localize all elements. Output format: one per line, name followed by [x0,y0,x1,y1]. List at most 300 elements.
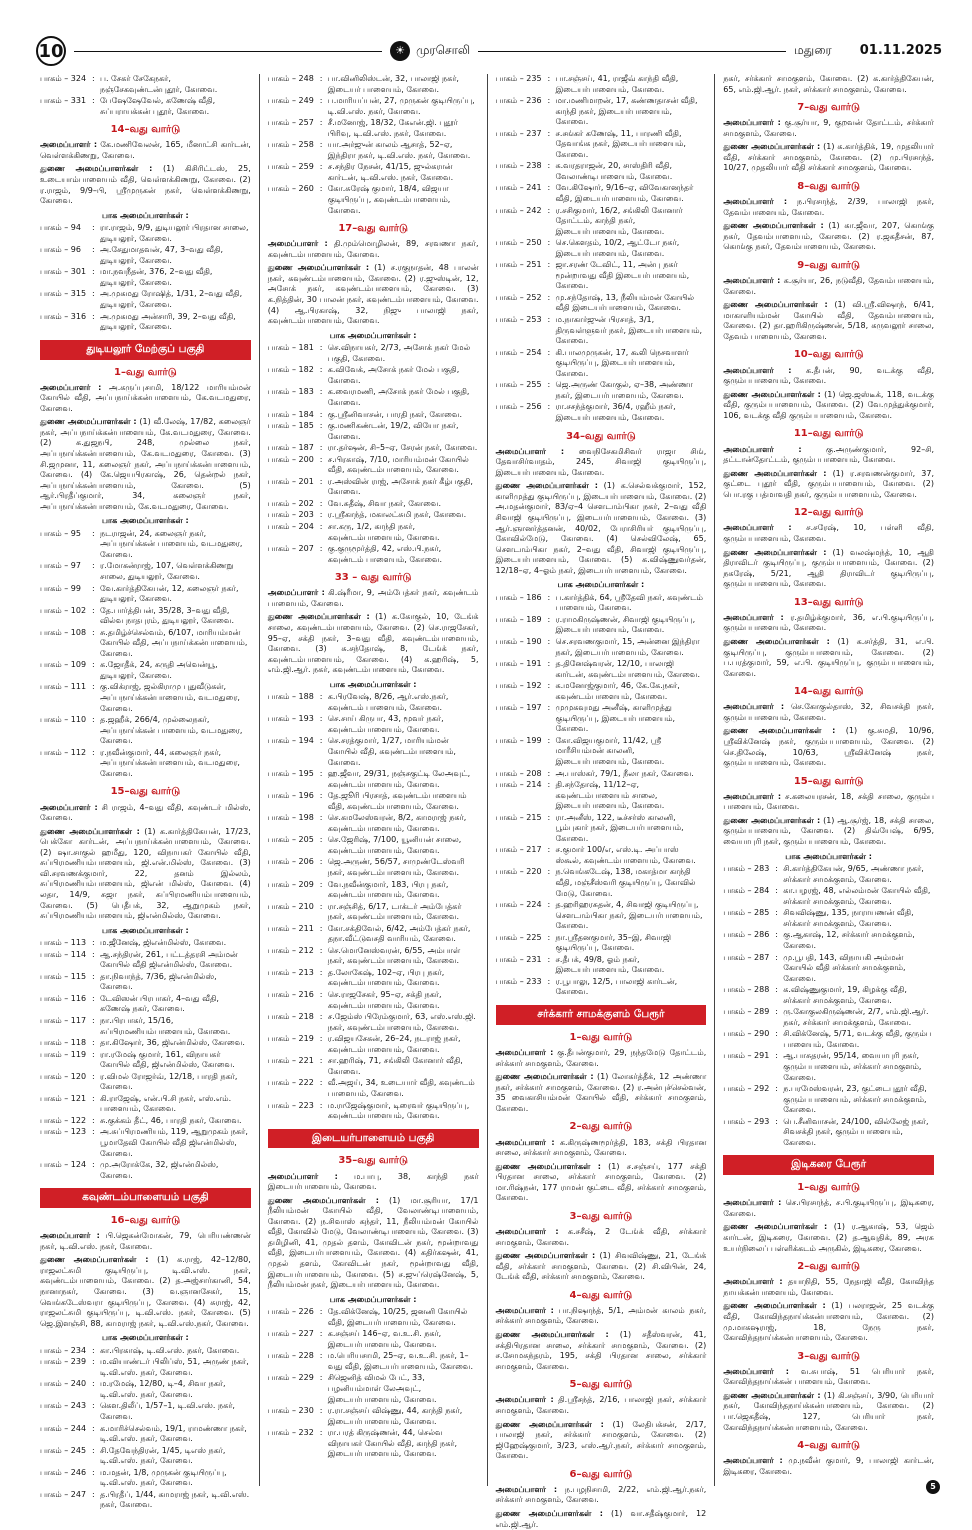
entry-text: மு.நவீன் குமார், 9, பாலாஜி கார்டன், இடிகரை, கோவை. [723,1456,934,1476]
row-separator: : [319,162,323,172]
booth-label: பாகம் – 215 [495,812,542,822]
booth-text: ந.வெங்கடேஷ், 138, மகாத்மா காந்தி வீதி, மஞ்சீஸ்வரி குடியிருப்பு, கோவில் மேடு, கோவை. [555,867,696,898]
booth-row [268,835,479,856]
row-separator: : [547,636,551,646]
booth-row [40,938,251,949]
booth-label: பாகம் – 315 [40,289,87,299]
entry-text: (1) லேதிபக்சன், 2/17, பாலாஜி நகர், சர்க்கார் சாமகுளம், கோவை. (2) ஜிஹேஷ்குமார், 3/23, எஸ்.ஆர்.நகர், சர்க்கார் சாமகுளம், கோவை. [495,1419,707,1461]
row-separator: : [547,238,551,248]
row-separator: : [547,614,551,624]
row-separator: : [92,1445,95,1455]
article-columns [36,74,942,1529]
booth-row [268,1101,479,1122]
row-separator: : [547,932,551,942]
row-separator: : [319,967,323,977]
masthead-rule [478,51,786,52]
booth-row [496,780,707,812]
ward-heading: 6–வது வார்டு [569,1468,633,1480]
booth-text: ரா.சஞ்சித், 6/17, டாக்டர் அம்பேத்கர் நகர், கவுண்டம்பாளையம், கோவை. [327,901,462,922]
booth-label: பாகம் – 253 [495,315,542,325]
entry-text: (1) சிவவிஷ்ணு, 21, டேங்க் வீதி, சர்க்கார் சாமகுளம், கோவை. (2) சி.விபின், 24, டேங்க் வீதி, சர்க்கார் சாமகுளம், கோவை. [495,1251,707,1282]
booth-text: வே.கிஷோர், 9/16–ஏ, விவேகானந்தர் வீதி, இடையர்பாளையம், கோவை. [555,183,694,204]
row-separator: : [319,365,323,375]
booth-label: பாகம் – 114 [40,949,87,959]
row-separator: : [319,118,323,128]
entry-paragraph [496,1251,707,1283]
booth-text: த.ஹரிஹரசுதன், 4, சிவாஜி குடியிருப்பு, சௌடாம்பிகா நகர், இடையர்பாளையம், கோவை. [555,900,703,931]
row-separator: : [547,812,551,822]
entry-paragraph [496,1162,707,1204]
booth-label: பாகம் – 211 [267,923,314,933]
booth-row [496,615,707,636]
booth-row [496,955,707,976]
entry-paragraph [723,792,934,813]
entry-text: (1) க.கார்த்திக், 19, முதலியார் வீதி, சர்க்கார் சாமகுளம், கோவை. (2) மு.பிரசாந்த், 10/27, முதலியார் வீதி சர்க்கார் சாமகுளம், கோவை. [723,142,934,173]
entry-paragraph [268,263,479,326]
row-separator: : [319,990,323,1000]
row-separator: : [547,592,551,602]
entry-text: க.சசீஷ், 2 டேங்க் வீதி, சர்க்கார் சாமகுளம், கோவை. [495,1227,707,1247]
booth-text: ர.விஜயசேகன், 26–24, நடராஜ் நகர், கவுண்டம்பாளையம், கோவை. [327,1034,461,1054]
entry-paragraph [723,1456,934,1477]
booth-row [268,769,479,790]
entry-paragraph [723,613,934,634]
ward-heading: 2–வது வார்டு [569,1121,633,1133]
ward-heading: 2–வது வார்டு [797,1261,860,1273]
entry-paragraph [40,827,251,922]
row-separator: : [319,521,323,531]
booth-text: தி.சந்தோஷ், 11/12–ஏ, கவுண்டம்பாளையம் சாலை, இடையர்பாளையம், கோவை. [555,780,665,811]
row-separator: : [547,183,551,193]
booth-label: பாகம் – 199 [495,735,542,745]
booth-label: பாகம் – 316 [40,311,87,321]
booth-label: பாகம் – 241 [495,183,542,193]
sub-heading: பாக அமைப்பாளர்கள் : [102,516,189,526]
row-separator: : [319,1351,323,1361]
ward-heading: 3–வது வார்டு [569,1210,633,1222]
booth-text: அ.சுப்பிரமணியம், 119, ஆறுமுகம் நகர், பூமாதேவி கோயில் வீதி ஜிஎன்மில்ஸ், கோவை. [100,1127,248,1158]
booth-text: பா.வினிலிஸ்டன், 32, பாலாஜி நகர், இடையர் பாளையம், கோவை. [327,74,459,94]
entry-paragraph [496,1330,707,1372]
entry-text: (1) ச.ரகுநாதன், 48 பாலன் நகர், கவுண்டம்பாளையம், கோவை. (2) ர.ஜுஸ்டின், 12, அசோக் நகர், கவுண்டம்பாளையம், கோவை. (3) க.நித்தின், 30 பாலன் நகர், கவுண்டம்பாளையம், கோவை. (4) ஆ.பிரகாஷ், 32, நிஜு பாலாஜி நகர், கவுண்டம்பாளையம், கோவை. [267,263,479,326]
row-separator: : [92,1160,95,1170]
booth-row [496,348,707,380]
booth-row [268,1034,479,1055]
entry-text: தி.மும்மொழிலன், 89, சரவணா நகர், கவுண்டம்பாளையம், கோவை. [267,239,479,259]
row-separator: : [319,736,323,746]
booth-row [268,162,479,183]
booth-label: பாகம் – 123 [40,1127,87,1137]
booth-row [40,606,251,627]
row-separator: : [92,993,95,1003]
row-separator: : [319,421,323,431]
entry-text: செ.பிரசாந்த், ச.பி.குடியிருப்பு, இடிகரை, கோவை. [723,1198,934,1218]
booth-label: பாகம் – 184 [267,409,314,419]
row-separator: : [547,402,551,412]
row-separator: : [775,908,778,918]
entry-paragraph [723,816,934,848]
row-separator: : [547,347,551,357]
booth-label: பாகம் – 285 [723,908,770,918]
booth-text: வே.சுதீஷ், சிவா நகர், கோவை. [327,498,442,508]
row-separator: : [547,867,551,877]
booth-row [496,206,707,238]
booth-row [268,791,479,812]
booth-label: பாகம் – 120 [40,1071,87,1081]
row-separator: : [319,879,323,889]
entry-text: வ.சுபாஷ், 51 பெரியார் நகர், கோவிந்தநாய்க்கன் பாளையம், கோவை. [723,1366,935,1387]
row-separator: : [547,205,551,215]
booth-row [268,1056,479,1077]
booth-label: பாகம் – 246 [40,1467,87,1477]
booth-text: சிவவிஷ்ணு, 135, நாராயணன் வீதி, சர்க்கார் சாமக்குளம், கோவை. [783,908,914,928]
entry-text: பா.நிஷாந்த், 5/1, அம்மன் காலம் நகர், சர்க்கார் சாமகுளம், கோவை. [495,1305,707,1326]
sub-heading: பாக அமைப்பாளர்கள் : [329,330,417,340]
entry-paragraph [723,118,934,139]
row-separator: : [92,1049,95,1059]
booth-label: பாகம் – 221 [267,1056,314,1066]
entry-text: (1) ர.ஆகாஷ், 53, ஜெம் கார்டன், இடிகரை, கோவை. (2) த.ஆவுதிக், 89, அரசு உயர்நிலைப் பள்ளிக்கடம் அருகில், இடிகரை, கோவை. [723,1222,934,1253]
row-separator: : [92,682,95,692]
row-separator: : [319,923,323,933]
booth-text: சா.ஹரிஷ், 71, சங்கிலி கோனார் வீதி, கோவை. [327,1056,463,1076]
role-label: துணை அமைப்பாளர்கள் : [495,1508,603,1518]
booth-text: க.வைரமணி, அசோக் நகர் மேல் பகுதி, கோவை. [327,387,470,407]
booth-label: பாகம் – 202 [267,498,314,508]
booth-label: பாகம் – 208 [495,768,542,778]
entry-paragraph [40,140,251,161]
booth-label: பாகம் – 244 [40,1423,87,1433]
booth-label: பாகம் – 181 [267,343,314,353]
booth-row [40,1016,251,1037]
row-separator: : [319,692,323,702]
role-label: அமைப்பாளர் : [723,118,781,128]
booth-label: பாகம் – 291 [723,1051,770,1061]
booth-text: தே.விக்னேஷ், 10/25, ஜனனி கோயில் வீதி, இடையர்பாளையம், கோவை. [327,1307,468,1327]
ward-heading: 14–வது வார்டு [110,124,181,136]
booth-text: மு.சந்தோஷ், 13, நீலியம்மன் கோயில் வீதி இடையர்பாளையம், கோவை. [555,292,694,313]
role-label: துணை அமைப்பாளர்கள் : [495,1330,609,1340]
booth-row [723,985,934,1006]
row-separator: : [92,223,95,233]
booth-text: யா.அர்ஜுன் காலம் ஆசாத், 52–ஏ, இந்திரா நகர், டி.வி.எஸ். நகர், கோவை. [327,140,471,160]
ward-heading: 1–வது வார்டு [114,366,177,378]
booth-row [723,864,934,885]
booth-text: ஜா.சரண் டேவிட், 11, அன்பு நகர் மூன்றாவது வீதி இடையர்பாளையம், கோவை. [555,260,690,291]
booth-text: ர.ரா.சஞ்சய் விஷ்ணு, 44, காந்தி நகர், இடையர்பாளையம், கோவை. [327,1406,463,1426]
booth-row [268,499,479,510]
booth-row [723,908,934,929]
row-separator: : [92,660,95,670]
entry-text: ந.பிரசாந்த், 2/39, பாலாஜி நகர், தேவம்பாளையம், கோவை. [723,197,934,217]
booth-label: பாகம் – 219 [267,1034,314,1044]
role-label: அமைப்பாளர் : [40,140,98,150]
row-separator: : [547,735,551,745]
entry-text: தயாநிதி, 55, நேதாஜி வீதி, கோவிந்த நாயக்கன்பாளையம், கோவை. [723,1277,934,1297]
masthead-rule [74,51,382,52]
booth-label: பாகம் – 229 [267,1373,314,1383]
brand [390,41,470,61]
role-label: அமைப்பாளர் : [495,1048,554,1058]
booth-row [496,161,707,182]
edition-date: 01.11.2025 [859,43,942,59]
booth-text: செ.ஜேரிஷ், 7/100, யூனியன் சாலை, கவுண்டம்பாளையம், கோவை. [327,835,462,855]
role-label: துணை அமைப்பாளர்கள் : [723,389,821,399]
entry-text: வைநிசேகமிசிவர் ராஜா சிங், தேவாசிர்வாதம், 245, சிவாஜி குடியிருப்பு, இடையர்பாளையம், கோவை. [495,446,707,477]
booth-text: தா.கிஷோர், 36, ஜிஎன்மில்ஸ், கோவை. [100,1038,245,1048]
entry-text: செ.கோகுல்தாஸ், 32, சிவசக்தி நகர், குரும்பபாளையம், கோவை. [723,702,934,722]
entry-text: (1) ர.சரவணன்குமார், 37, குட்டை புதூர் வீதி, குரும்பபாளையம், கோவை. (2) பொ.ரகு பத்மாவதி நகர், குரும்பபாளையம், கோவை. [723,468,934,499]
entry-text: கு.தீபன்குமார், 29, நந்தமேடு தோட்டம், சர்க்கார் சாமகுளம், கோவை. [495,1048,707,1068]
booth-label: பாகம் – 252 [495,292,542,302]
row-separator: : [547,976,551,986]
booth-label: பாகம் – 102 [40,605,87,615]
ward-heading: 10–வது வார்டு [793,349,864,361]
booth-text: ரா.தர்ஷன், சி–5–ஏ, சேரன் நகர், கோவை. [327,443,478,453]
booth-label: பாகம் – 118 [40,1038,87,1048]
booth-label: பாகம் – 236 [495,96,542,106]
booth-text: ரா.அனீஸ், 122, டீச்சர்ஸ் காலனி, பூம்புகார் நகர், இடையர்பாளையம், கோவை. [555,812,684,843]
role-label: துணை அமைப்பாளர்கள் : [40,1255,149,1265]
booth-label: பாகம் – 112 [40,747,87,757]
row-separator: : [547,96,551,106]
booth-text: மா.மணிமாறன், 17, கண்ணதாசன் வீதி, காந்தி நகர், இடையர்பாளையம், கோவை. [555,96,698,127]
booth-label: பாகம் – 257 [267,118,314,128]
column-2 [260,74,488,1486]
entry-paragraph [268,612,479,675]
booth-row [268,118,479,139]
booth-row [496,593,707,614]
booth-text: அ.முகமது அன்சாரி, 39, 2–வது வீதி, துடியலூர், கோவை. [100,311,236,332]
row-separator: : [319,409,323,419]
booth-label: பாகம் – 247 [40,1489,87,1499]
row-separator: : [319,857,323,867]
booth-row [40,1468,251,1489]
booth-text: ம.பெரியசாமி, 25–ஏ, வ.உ.சி. நகர், 1–வது வீதி, இடையர்பாளையம், கோவை. [327,1351,473,1371]
booth-text: கு.குருமூர்த்தி, 42, எஸ்.பி.நகர், கவுண்டம் பாளையம், கோவை. [327,544,443,564]
role-label: அமைப்பாளர் : [40,382,102,392]
role-label: அமைப்பாளர் : [723,1456,783,1466]
entry-text: கி.ஷ்ரீமா, 9, அம்பேத்கர் நகர், கவுண்டம் பாளையம், கோவை. [267,588,479,608]
booth-text: த.லோகேஷ், 102–ஏ, பிரபு நகர், கவுண்டம்பாளையம், கோவை. [327,967,445,988]
role-label: அமைப்பாளர் : [723,444,802,454]
booth-label: பாகம் – 222 [267,1078,314,1088]
role-label: துணை அமைப்பாளர்கள் : [723,815,821,825]
entry-text: நகர், சர்க்கார் சாமகுளம், கோவை. (2) க.கார்த்திகேயன், 65, எம்.ஜி.ஆர். நகர், சர்க்கார் சாமகுளம், கோவை. [723,74,934,94]
role-label: அமைப்பாளர் : [723,612,784,622]
booth-text: ர.அஸ்வின் ராஜ், அசோக் நகர் கீழ்பகுதி, கோவை. [327,476,473,497]
booth-row [268,1373,479,1405]
row-separator: : [92,949,95,959]
section-banner: இடிகரை பேரூர் [723,1155,934,1175]
booth-text: கு.விக்ராஜ், ஜல்கிராமு புதுவீடுகள், அப்பநாய்க்கன்பாளையம், வடமதுரை, கோவை. [100,682,240,713]
role-label: அமைப்பாளர் : [495,1305,554,1315]
row-separator: : [92,1401,95,1411]
booth-text: க.மனோஜ்குமார், 46, கே.கே.நகர், கவுண்டம்பாளையம், கோவை. [555,681,680,701]
booth-label: பாகம் – 203 [267,510,314,520]
booth-text: ரா.சசந்த்குமார், 36/4, ரஹீம் நகர், இடையர்பாளையம், கோவை. [555,402,676,422]
booth-row [268,477,479,498]
row-separator: : [319,1056,323,1066]
booth-text: க.விவேக், அசோக் நகர் மேல் பகுதி, கோவை. [327,365,460,385]
booth-text: தா.நிவாந்த், 7/36, ஜிஎன்மில்ஸ், கோவை. [100,971,217,992]
ward-heading: 15–வது வார்டு [110,786,181,798]
booth-row [40,1072,251,1093]
edition-city: மதுரை [794,43,832,58]
entry-paragraph [496,1395,707,1416]
row-separator: : [92,267,95,277]
entry-text: ச.சரேஷ், 10, பள்ளி வீதி, குரும்பபாளையம், கோவை. [723,523,934,543]
row-separator: : [92,1015,95,1025]
booth-row [496,129,707,161]
booth-row [496,659,707,680]
booth-row [723,1051,934,1083]
booth-label: பாகம் – 258 [267,140,314,150]
booth-label: பாகம் – 110 [40,715,87,725]
entry-text: க.கிருஷ்ணமூர்த்தி, 183, சக்தி பிரதான சாலை, சர்க்கார் சாமகுளம், கோவை. [495,1137,707,1158]
booth-text: கா.பழரஜ், 48, எல்லம்மன் கோயில் வீதி, சர்க்கார் சாமக்குளம், கோவை. [783,886,931,906]
row-separator: : [92,289,95,299]
booth-row [268,443,479,454]
booth-row [40,1127,251,1159]
booth-row [268,365,479,386]
booth-label: பாகம் – 254 [495,347,542,357]
booth-label: பாகம் – 182 [267,365,314,375]
column-4 [715,74,942,1486]
ward-heading: 15–வது வார்டு [793,775,864,787]
row-separator: : [92,583,95,593]
ward-heading: 14–வது வார்டு [793,686,864,698]
row-separator: : [92,1038,95,1048]
booth-row [40,1038,251,1049]
booth-label: பாகம் – 193 [267,714,314,724]
booth-row [268,410,479,421]
booth-text: ப. சேகர் சேகேநகர், நஞ்சேகவுண்டன்புதூர், கோவை. [100,74,218,94]
row-separator: : [775,886,778,896]
booth-row [268,692,479,713]
booth-label: பாகம் – 232 [267,1428,314,1438]
booth-row [268,522,479,543]
booth-text: ர.சசிகுமார், 16/2, சங்கிலி கோனார் தோட்டம், காந்தி நகர், இடையர்பாளையம், கோவை. [555,205,683,236]
row-separator: : [775,864,778,874]
booth-row [268,990,479,1011]
ward-heading: 11–வது வார்டு [793,428,864,440]
booth-row [40,950,251,971]
booth-label: பாகம் – 284 [723,886,770,896]
row-separator: : [92,747,95,757]
booth-row [40,1116,251,1127]
booth-text: கு.மணிகண்டன், 19/2, வியோ நகர், கோவை. [327,421,459,441]
booth-label: பாகம் – 223 [267,1100,314,1110]
booth-text: ந.பரமேஸ்வரன், 23, குட்டைபுதூர் வீதி, குரும்பபாளையம், சர்க்கார் சாமக்குளம், கோவை. [783,1084,927,1115]
booth-text: கி.பாலமுருகன், 17, கூலி நெசவாளர் குடியிருப்பு, இடையர்பாளையம், கோவை. [555,347,689,378]
booth-label: பாகம் – 331 [40,96,87,106]
ward-heading: 3–வது வார்டு [797,1350,860,1362]
booth-row [723,953,934,985]
entry-paragraph [723,197,934,218]
row-separator: : [775,1116,778,1126]
ward-heading: 12–வது வார்டு [793,507,864,519]
booth-label: பாகம் – 111 [40,682,87,692]
booth-text: சி.விக்னேஷ், 5/71, வடக்கு வீதி, குரும்ப பாளையம், கோவை. [783,1029,932,1049]
booth-row [496,183,707,204]
booth-row [268,1329,479,1350]
booth-row [268,387,479,408]
booth-row [496,867,707,899]
booth-row [268,880,479,901]
entry-text: க.சூர்யா, 26, நடுவீதி, தேவம்பாளையம், கோவை. [723,276,935,296]
booth-label: பாகம் – 186 [495,592,542,602]
row-separator: : [319,901,323,911]
ward-heading: 4–வது வார்டு [569,1289,633,1301]
role-label: துணை அமைப்பாளர்கள் : [40,826,140,836]
row-separator: : [92,715,95,725]
row-separator: : [319,1428,323,1438]
entry-text: பி.ஜெகன்மோகன், 79, பெரியண்ணன் நகர், டி.வி.எஸ். நகர், கோவை. [40,1231,251,1251]
booth-text: நா.பிரபாகர், 15/16, சுப்பிரமணியம்பாளையம், கோவை. [100,1015,231,1036]
ward-heading: 17–வது வார்டு [338,223,408,235]
booth-label: பாகம் – 227 [267,1329,314,1339]
role-label: துணை அமைப்பாளர்கள் : [40,164,153,174]
booth-label: பாகம் – 237 [495,128,542,138]
entry-text: (1) மா.சூரியா, 17/1 நீலியம்மன் கோயில் வீதி, வேலாண்டிபாளையம், கோவை. (2) ந.சிவாஸ் கந்தர், 11, நீலியம்மன் கோயில் வீதி, கோவில் மேடு, வேலாண்டிபாளையம், கோவை. (3) தமிழினி, 41, முதல் தளம், கோவிடன் நகர், மூன்றாவது வீதி, இடையர்பாளையம், கோவை. (4) கதிர்கஷன், 41, முதல் தளம், கோவிடன் நகர், மூன்றாவது வீதி, இடையர்பாளையம், கோவை. (5) ச.ஜுப்ரெஷ்னேஷ், 5, நீலியம்மன் நகர், இடையர்பாளையம், கோவை. [267,1195,479,1290]
booth-row [496,637,707,658]
section-banner: சர்க்கார் சாமக்குளம் பேரூர் [496,1005,707,1025]
row-separator: : [547,161,551,171]
ward-heading: 35–வது வார்டு [338,1155,408,1167]
booth-row [268,1428,479,1460]
role-label: துணை அமைப்பாளர்கள் : [267,263,370,273]
booth-text: க.விஷ்ணுகுமார், 19, கிழக்கு வீதி, சர்க்கார் சாமக்குளம், கோவை. [783,985,907,1005]
booth-row [268,736,479,768]
booth-label: பாகம் – 290 [723,1029,770,1039]
booth-label: பாகம் – 122 [40,1115,87,1125]
ward-heading: 4–வது வார்டு [797,1440,860,1452]
entry-paragraph [40,417,251,512]
booth-label: பாகம் – 206 [267,857,314,867]
booth-row [268,1307,479,1328]
entry-text: (1) வா.சதீஷ்குமார், 12 எம்.ஜி.ஆர். [495,1508,707,1529]
booth-text: ர.பூபாலு, 12/5, பாலாஜி கார்டன், கோவை. [555,976,678,997]
booth-text: ம.ராஜேஷ்குமார், டிரைவர் குடியிருப்பு, கவுண்டம்பாளையம், கோவை. [327,1100,470,1121]
row-separator: : [547,292,551,302]
booth-row [496,977,707,998]
entry-text: (1) கி.சஞ்சய், 3/90, பெரியார் நகர், கோவிந்தநாய்க்கன்பாளையம், கோவை. (2) பா.ஜெகதீஷ், 127, பெரியார் நகர், கோவிந்தநாய்க்கன்பாளையம், கோவை. [723,1390,935,1432]
booth-row [268,857,479,878]
entry-paragraph [723,1367,934,1388]
row-separator: : [319,387,323,397]
row-separator: : [319,544,323,554]
role-label: துணை அமைப்பாளர்கள் : [495,1161,601,1171]
booth-text: ர.மோகன்ராஜ், 107, வெள்ளக்கிணறு சாலை, துடியலூர், கோவை. [100,561,234,582]
booth-label: பாகம் – 198 [267,813,314,823]
booth-text: ர.ஸ்ரீகாந்த், மகாலட்சுமி நகர், கோவை. [327,510,467,520]
entry-text: கே.மணிவேலன், 165, மீனாட்சி கார்டன், வெள்ளக்கிணறு, கோவை. [40,140,251,160]
booth-label: பாகம் – 224 [495,900,542,910]
row-separator: : [775,1029,778,1039]
booth-label: பாகம் – 324 [40,74,87,83]
booth-row [40,660,251,681]
booth-text: செ.சரவணகுமார், 15, அன்னை இந்திரா நகர், இடையர்பாளையம், கோவை. [555,636,700,657]
booth-text: ர.நவீன்குமார், 44, கலைஞர் நகர், அப்பநாய்க்கன்பாளையம், வடமதுரை, கோவை. [100,747,240,778]
row-separator: : [92,1115,95,1125]
role-label: துணை அமைப்பாளர்கள் : [723,1222,828,1232]
booth-text: க.சஞ்சய் 146–ஏ, வ.உ.சி. நகர், இடையர்பாளையம், கோவை. [327,1329,442,1349]
booth-text: சு.குக்கம் தீட், 46, பாரதி நகர், கோவை. [100,1115,242,1125]
sub-heading: பாக அமைப்பாளர்கள் : [102,210,189,220]
booth-label: பாகம் – 235 [495,74,542,83]
booth-text: முமுகவுமது அனீஷ், காளிமுத்து குடியிருப்பு, இடையர்பாளையம், கோவை. [555,703,676,734]
